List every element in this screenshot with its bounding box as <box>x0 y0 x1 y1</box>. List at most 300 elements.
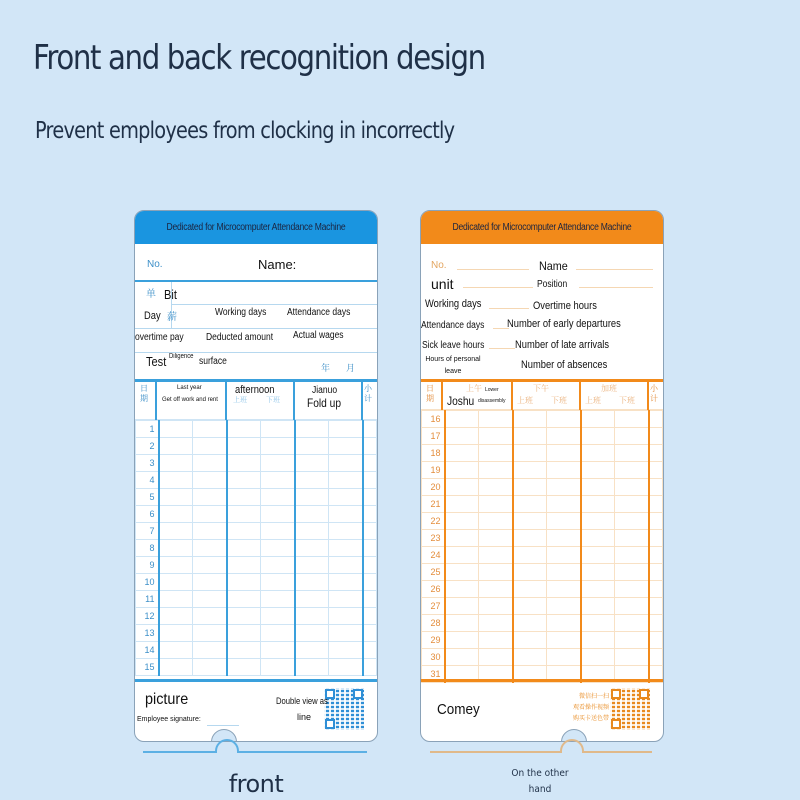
time-cell[interactable] <box>363 591 377 608</box>
time-cell[interactable] <box>445 530 479 547</box>
time-cell[interactable] <box>615 411 649 428</box>
time-cell[interactable] <box>363 472 377 489</box>
time-cell[interactable] <box>159 472 193 489</box>
time-cell[interactable] <box>261 489 295 506</box>
time-cell[interactable] <box>227 438 261 455</box>
table-row <box>422 615 663 632</box>
time-cell[interactable] <box>227 625 261 642</box>
time-cell[interactable] <box>159 659 193 676</box>
time-cell[interactable] <box>547 513 581 530</box>
subtotal-cn: 小计 <box>364 384 372 403</box>
time-cell[interactable] <box>363 421 377 438</box>
time-cell[interactable] <box>479 479 513 496</box>
working-days-label: Working days <box>425 298 482 310</box>
time-cell[interactable] <box>615 428 649 445</box>
time-cell[interactable] <box>479 649 513 666</box>
time-cell[interactable] <box>581 547 615 564</box>
time-cell[interactable] <box>479 564 513 581</box>
time-cell[interactable] <box>261 472 295 489</box>
time-cell[interactable] <box>547 496 581 513</box>
day-number: 13 <box>136 625 159 642</box>
time-cell[interactable] <box>363 489 377 506</box>
time-cell[interactable] <box>193 489 227 506</box>
day-number: 27 <box>422 598 445 615</box>
time-cell[interactable] <box>615 530 649 547</box>
day-number: 22 <box>422 513 445 530</box>
time-cell[interactable] <box>295 591 329 608</box>
time-cell[interactable] <box>445 581 479 598</box>
info-section <box>135 244 377 382</box>
time-cell[interactable] <box>329 608 363 625</box>
time-cell[interactable] <box>513 479 547 496</box>
time-cell[interactable] <box>261 540 295 557</box>
time-cell[interactable] <box>615 564 649 581</box>
overtime-pay-label: overtime pay <box>135 332 184 343</box>
time-cell[interactable] <box>581 564 615 581</box>
time-cell[interactable] <box>649 598 663 615</box>
time-cell[interactable] <box>159 591 193 608</box>
time-cell[interactable] <box>329 438 363 455</box>
time-cell[interactable] <box>193 506 227 523</box>
time-cell[interactable] <box>295 489 329 506</box>
time-cell[interactable] <box>547 649 581 666</box>
time-cell[interactable] <box>547 581 581 598</box>
time-cell[interactable] <box>193 421 227 438</box>
time-cell[interactable] <box>193 625 227 642</box>
time-cell[interactable] <box>261 659 295 676</box>
time-cell[interactable] <box>159 608 193 625</box>
working-days-label: Working days <box>215 307 267 318</box>
qr-text-line: 购买卡送色带 <box>572 715 609 722</box>
time-cell[interactable] <box>227 455 261 472</box>
day-number: 5 <box>136 489 159 506</box>
name-label: Name <box>539 259 568 273</box>
time-cell[interactable] <box>649 428 663 445</box>
time-cell[interactable] <box>547 530 581 547</box>
time-cell[interactable] <box>329 523 363 540</box>
time-cell[interactable] <box>547 428 581 445</box>
time-cell[interactable] <box>329 574 363 591</box>
day-number: 15 <box>136 659 159 676</box>
time-cell[interactable] <box>479 615 513 632</box>
time-cell[interactable] <box>329 489 363 506</box>
table-row <box>422 598 663 615</box>
time-cell[interactable] <box>581 411 615 428</box>
time-cell[interactable] <box>329 455 363 472</box>
time-cell[interactable] <box>295 421 329 438</box>
time-cell[interactable] <box>329 625 363 642</box>
table-row <box>422 462 663 479</box>
front-base-line <box>143 751 217 753</box>
time-cell[interactable] <box>445 445 479 462</box>
time-cell[interactable] <box>261 625 295 642</box>
time-cell[interactable] <box>193 557 227 574</box>
day-number: 23 <box>422 530 445 547</box>
day-number: 24 <box>422 547 445 564</box>
absences-label: Number of absences <box>521 359 608 371</box>
time-cell[interactable] <box>615 462 649 479</box>
comey-label: Comey <box>437 701 480 718</box>
time-cell[interactable] <box>445 632 479 649</box>
time-cell[interactable] <box>227 591 261 608</box>
time-cell[interactable] <box>649 547 663 564</box>
test-label: Test <box>146 354 167 369</box>
time-cell[interactable] <box>649 462 663 479</box>
time-cell[interactable] <box>649 530 663 547</box>
table-row <box>136 608 377 625</box>
time-cell[interactable] <box>329 591 363 608</box>
time-cell[interactable] <box>479 445 513 462</box>
attendance-days-label: Attendance days <box>287 307 351 318</box>
table-row <box>136 625 377 642</box>
time-cell[interactable] <box>227 523 261 540</box>
day-label: Day <box>144 310 161 322</box>
time-cell[interactable] <box>649 479 663 496</box>
time-cell[interactable] <box>193 591 227 608</box>
time-cell[interactable] <box>513 649 547 666</box>
date-cn: 日期 <box>140 384 148 403</box>
time-cell[interactable] <box>329 540 363 557</box>
time-cell[interactable] <box>581 496 615 513</box>
time-cell[interactable] <box>295 455 329 472</box>
surface-label: surface <box>199 356 227 367</box>
time-cell[interactable] <box>329 642 363 659</box>
time-cell[interactable] <box>159 438 193 455</box>
time-cell[interactable] <box>193 438 227 455</box>
back-base-line-right <box>582 751 652 753</box>
time-cell[interactable] <box>649 496 663 513</box>
time-cell[interactable] <box>295 608 329 625</box>
table-row <box>422 649 663 666</box>
time-cell[interactable] <box>479 598 513 615</box>
table-row <box>422 632 663 649</box>
time-cell[interactable] <box>513 428 547 445</box>
time-cell[interactable] <box>547 411 581 428</box>
table-row <box>422 479 663 496</box>
qr-instructions <box>565 691 609 724</box>
time-cell[interactable] <box>261 642 295 659</box>
time-cell[interactable] <box>649 445 663 462</box>
time-cell[interactable] <box>445 649 479 666</box>
front-attendance-card <box>134 210 378 742</box>
time-cell[interactable] <box>445 496 479 513</box>
time-cell[interactable] <box>159 642 193 659</box>
time-cell[interactable] <box>363 523 377 540</box>
table-row <box>136 438 377 455</box>
time-cell[interactable] <box>193 472 227 489</box>
time-cell[interactable] <box>363 659 377 676</box>
time-cell[interactable] <box>513 530 547 547</box>
time-cell[interactable] <box>649 513 663 530</box>
time-cell[interactable] <box>295 506 329 523</box>
time-cell[interactable] <box>649 632 663 649</box>
time-cell[interactable] <box>227 574 261 591</box>
year-cn: 年 <box>321 364 331 374</box>
time-cell[interactable] <box>227 472 261 489</box>
unit-label: unit <box>431 276 454 292</box>
time-cell[interactable] <box>547 598 581 615</box>
time-cell[interactable] <box>445 547 479 564</box>
time-cell[interactable] <box>159 489 193 506</box>
day-number: 21 <box>422 496 445 513</box>
table-row <box>136 472 377 489</box>
time-cell[interactable] <box>193 455 227 472</box>
overtime-on-duty-cn: 上班 <box>585 396 601 405</box>
day-number: 6 <box>136 506 159 523</box>
time-cell[interactable] <box>581 462 615 479</box>
day-number: 7 <box>136 523 159 540</box>
time-cell[interactable] <box>513 615 547 632</box>
joshu-label: Joshu <box>447 394 475 408</box>
morning-cn: 上午 <box>466 384 482 393</box>
time-cell[interactable] <box>159 421 193 438</box>
time-cell[interactable] <box>615 496 649 513</box>
table-row <box>136 557 377 574</box>
time-cell[interactable] <box>193 659 227 676</box>
time-cell[interactable] <box>615 649 649 666</box>
time-cell[interactable] <box>227 540 261 557</box>
time-cell[interactable] <box>479 462 513 479</box>
table-row <box>422 547 663 564</box>
time-cell[interactable] <box>159 557 193 574</box>
time-cell[interactable] <box>261 557 295 574</box>
time-cell[interactable] <box>479 632 513 649</box>
time-cell[interactable] <box>295 540 329 557</box>
time-cell[interactable] <box>261 421 295 438</box>
time-cell[interactable] <box>445 598 479 615</box>
time-cell[interactable] <box>479 513 513 530</box>
time-cell[interactable] <box>547 479 581 496</box>
time-cell[interactable] <box>295 625 329 642</box>
time-cell[interactable] <box>581 615 615 632</box>
time-cell[interactable] <box>513 598 547 615</box>
time-cell[interactable] <box>227 659 261 676</box>
card-header <box>135 211 377 244</box>
card-header <box>421 211 663 244</box>
time-cell[interactable] <box>193 523 227 540</box>
time-cell[interactable] <box>295 659 329 676</box>
time-cell[interactable] <box>295 642 329 659</box>
time-cell[interactable] <box>547 445 581 462</box>
get-off-work-label: Get off work and rent <box>162 397 218 403</box>
table-row <box>422 496 663 513</box>
time-cell[interactable] <box>227 557 261 574</box>
unit-label: Bit <box>164 287 177 302</box>
time-cell[interactable] <box>445 564 479 581</box>
time-cell[interactable] <box>445 479 479 496</box>
time-cell[interactable] <box>581 581 615 598</box>
time-cell[interactable] <box>295 523 329 540</box>
time-cell[interactable] <box>445 411 479 428</box>
day-number: 16 <box>422 411 445 428</box>
time-cell[interactable] <box>513 411 547 428</box>
time-cell[interactable] <box>513 445 547 462</box>
time-cell[interactable] <box>581 530 615 547</box>
time-cell[interactable] <box>581 479 615 496</box>
time-cell[interactable] <box>615 632 649 649</box>
time-cell[interactable] <box>615 598 649 615</box>
day-number: 20 <box>422 479 445 496</box>
time-cell[interactable] <box>649 581 663 598</box>
actual-wages-label: Actual wages <box>293 330 344 341</box>
time-cell[interactable] <box>513 632 547 649</box>
time-cell[interactable] <box>649 411 663 428</box>
back-attendance-card <box>420 210 664 742</box>
day-number: 3 <box>136 455 159 472</box>
time-cell[interactable] <box>513 462 547 479</box>
time-cell[interactable] <box>159 506 193 523</box>
time-cell[interactable] <box>649 615 663 632</box>
time-cell[interactable] <box>445 428 479 445</box>
card-header-text: Dedicated for Microcomputer Attendance Machine <box>452 222 632 233</box>
time-cell[interactable] <box>159 625 193 642</box>
time-cell[interactable] <box>581 428 615 445</box>
time-cell[interactable] <box>193 540 227 557</box>
time-cell[interactable] <box>445 615 479 632</box>
time-cell[interactable] <box>329 506 363 523</box>
fold-up-label: Fold up <box>307 396 342 410</box>
table-row <box>422 564 663 581</box>
time-cell[interactable] <box>363 642 377 659</box>
time-cell[interactable] <box>479 581 513 598</box>
time-cell[interactable] <box>615 445 649 462</box>
table-row <box>136 523 377 540</box>
time-cell[interactable] <box>261 523 295 540</box>
time-cell[interactable] <box>513 581 547 598</box>
time-cell[interactable] <box>159 574 193 591</box>
time-cell[interactable] <box>547 547 581 564</box>
qr-code <box>610 688 650 730</box>
time-cell[interactable] <box>547 615 581 632</box>
time-cell[interactable] <box>227 642 261 659</box>
time-cell[interactable] <box>479 547 513 564</box>
time-cell[interactable] <box>445 462 479 479</box>
on-duty-cn: 上班 <box>233 396 247 404</box>
time-cell[interactable] <box>159 540 193 557</box>
time-cell[interactable] <box>159 523 193 540</box>
time-cell[interactable] <box>329 421 363 438</box>
time-cell[interactable] <box>363 557 377 574</box>
time-cell[interactable] <box>479 530 513 547</box>
day-number: 11 <box>136 591 159 608</box>
time-cell[interactable] <box>329 472 363 489</box>
time-cell[interactable] <box>649 649 663 666</box>
time-cell[interactable] <box>261 438 295 455</box>
day-number: 25 <box>422 564 445 581</box>
time-cell[interactable] <box>193 642 227 659</box>
time-cell[interactable] <box>295 472 329 489</box>
qr-text-line: 微信扫一扫 <box>578 693 609 700</box>
table-row <box>422 530 663 547</box>
time-cell[interactable] <box>615 547 649 564</box>
time-cell[interactable] <box>363 625 377 642</box>
time-cell[interactable] <box>261 574 295 591</box>
time-cell[interactable] <box>227 421 261 438</box>
signature-line[interactable] <box>207 725 239 726</box>
time-cell[interactable] <box>479 411 513 428</box>
time-cell[interactable] <box>329 557 363 574</box>
afternoon-label: afternoon <box>235 384 275 396</box>
time-cell[interactable] <box>193 574 227 591</box>
table-row <box>136 489 377 506</box>
time-cell[interactable] <box>445 513 479 530</box>
time-cell[interactable] <box>227 489 261 506</box>
time-cell[interactable] <box>329 659 363 676</box>
day-number: 26 <box>422 581 445 598</box>
time-cell[interactable] <box>193 608 227 625</box>
time-cell[interactable] <box>363 438 377 455</box>
late-arrivals-label: Number of late arrivals <box>515 339 610 351</box>
time-cell[interactable] <box>261 591 295 608</box>
time-cell[interactable] <box>513 564 547 581</box>
time-cell[interactable] <box>261 506 295 523</box>
time-cell[interactable] <box>159 455 193 472</box>
time-cell[interactable] <box>513 513 547 530</box>
table-row <box>422 581 663 598</box>
time-cell[interactable] <box>227 506 261 523</box>
table-row <box>136 659 377 676</box>
time-cell[interactable] <box>479 428 513 445</box>
table-row <box>422 411 663 428</box>
time-cell[interactable] <box>363 455 377 472</box>
time-cell[interactable] <box>581 513 615 530</box>
time-cell[interactable] <box>547 462 581 479</box>
picture-label: picture <box>145 691 189 708</box>
afternoon-cn: 下午 <box>533 384 549 393</box>
day-number: 12 <box>136 608 159 625</box>
time-cell[interactable] <box>295 438 329 455</box>
table-row <box>136 540 377 557</box>
time-cell[interactable] <box>513 496 547 513</box>
sick-leave-label: Sick leave hours <box>422 340 485 351</box>
time-cell[interactable] <box>363 540 377 557</box>
card-footer <box>135 679 377 741</box>
signature-label: Employee signature: <box>137 716 201 723</box>
time-cell[interactable] <box>649 564 663 581</box>
date-cn: 日期 <box>426 384 434 403</box>
time-cell[interactable] <box>513 547 547 564</box>
time-cell[interactable] <box>547 632 581 649</box>
day-rows <box>421 410 663 683</box>
time-cell[interactable] <box>261 455 295 472</box>
day-number: 2 <box>136 438 159 455</box>
time-cell[interactable] <box>479 496 513 513</box>
page-title: Front and back recognition design <box>33 38 485 78</box>
subtotal-cn: 小计 <box>650 384 658 403</box>
time-cell[interactable] <box>615 615 649 632</box>
name-label: Name: <box>258 257 297 272</box>
time-cell[interactable] <box>581 632 615 649</box>
table-row <box>136 421 377 438</box>
time-cell[interactable] <box>615 479 649 496</box>
salary-cn: 薪 <box>167 312 177 323</box>
time-cell[interactable] <box>363 506 377 523</box>
time-cell[interactable] <box>295 574 329 591</box>
time-cell[interactable] <box>581 649 615 666</box>
time-cell[interactable] <box>363 608 377 625</box>
time-cell[interactable] <box>581 445 615 462</box>
time-cell[interactable] <box>581 598 615 615</box>
time-cell[interactable] <box>261 608 295 625</box>
time-cell[interactable] <box>227 608 261 625</box>
time-cell[interactable] <box>615 513 649 530</box>
time-cell[interactable] <box>547 564 581 581</box>
card-footer <box>421 679 663 741</box>
front-base-line-right <box>237 751 367 753</box>
time-cell[interactable] <box>295 557 329 574</box>
time-cell[interactable] <box>615 581 649 598</box>
time-cell[interactable] <box>363 574 377 591</box>
